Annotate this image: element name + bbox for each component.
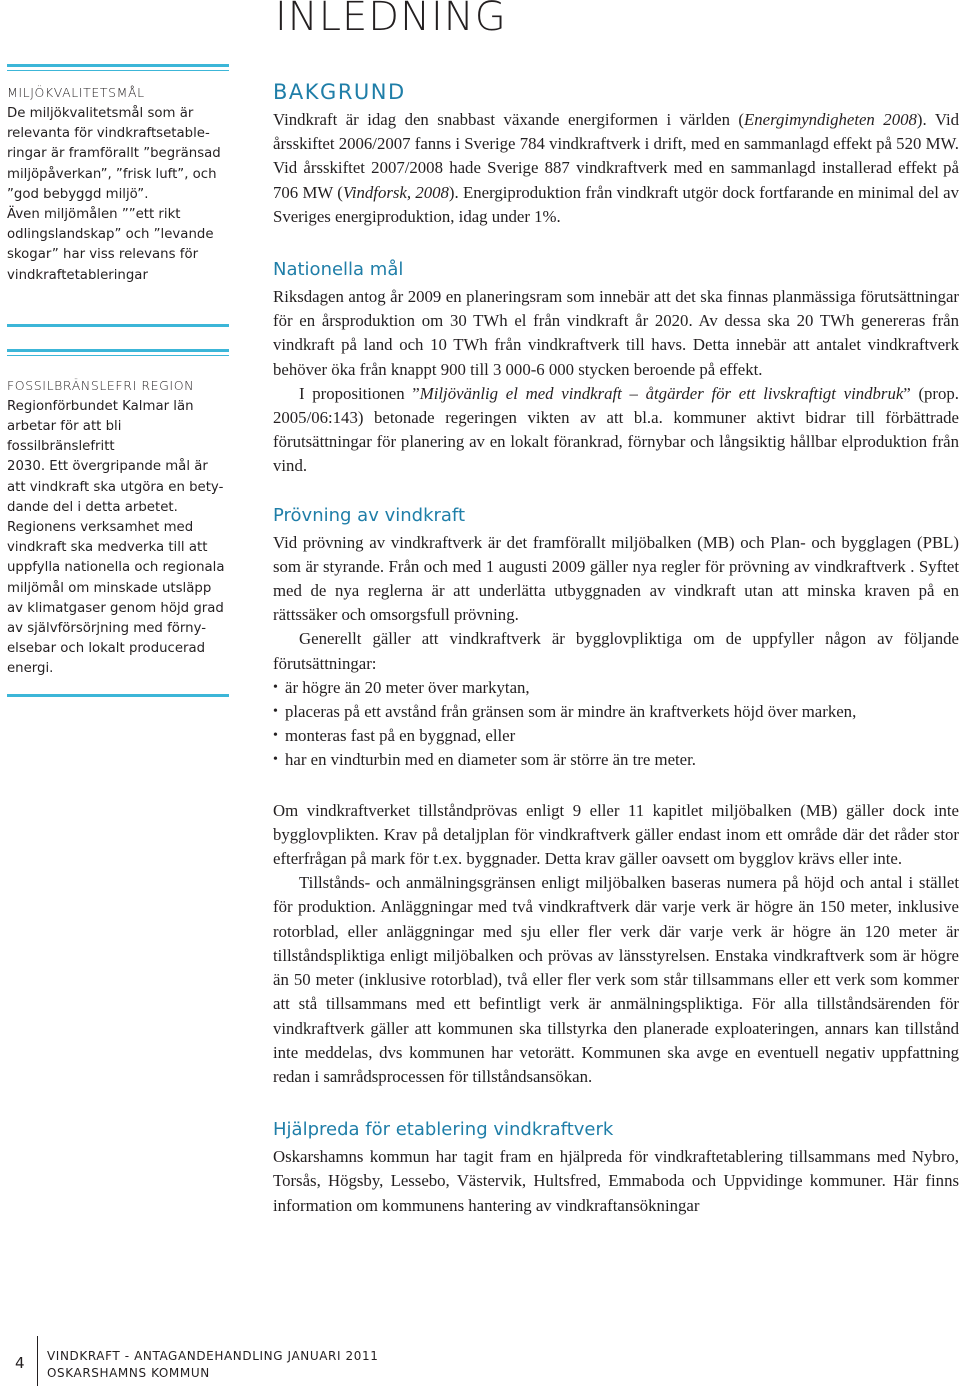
sidebar-text: Regionförbundet Kalmar län arbetar för att bli fossilbränslefritt 2030. Ett övergripande mål är att vindkraft ska utgöra en bety- dande del i detta arbetet. Regionens verksamhet med vindkraft ska medverka till att uppfylla nationella och regionala miljömål om minskade utsläpp av klimatgaser genom höjd grad av självförsörjning med förny- elsebar och lokalt producerad energi. [7,398,225,677]
section-heading: BAKGRUND [273,80,406,104]
citation: Energimyndigheten 2008 [744,110,917,129]
page-number: 4 [15,1354,25,1372]
page-title: INLEDNING [275,0,507,40]
sidebar-rule-top [7,349,229,352]
proposition-title: Miljövänlig el med vindkraft – åtgärder för ett livskraftigt vindbruk [419,383,904,403]
sidebar-box-fossilbranslefri [7,349,229,697]
section-hjalpreda [273,1119,959,1218]
page-footer [7,1336,507,1386]
sidebar-box-miljokvalitetsmal [7,64,229,327]
main-content [273,80,959,1218]
paragraph: I propositionen ”Miljövänlig el med vindkraft – åtgärder för ett livskraftigt vindbruk” (prop. 2005/06:143) betonade regeringen vikten av att bl.a. kommuner aktivt bidrar till förbättrade förutsättningar för planering av en lokalt förankrad, förnybar och långsiktig hållbar elproduktion från vind. [273,383,959,476]
sidebar-rule-top-thin [7,70,229,71]
section-heading: Prövning av vindkraft [273,504,465,526]
sidebar [7,64,229,697]
paragraph: Vid prövning av vindkraftverk är det framförallt miljöbalken (MB) och Plan- och bygglagen (PBL) som är styrande. Från och med 1 augusti 2009 gäller nya regler för prövning av vindkraftverk . Syftet med de nya reglerna är att underlätta utbyggnaden av vindkraft utan att minska kraven på en rättssäker och omsorgsfull prövning. [273,532,959,625]
footer-organization: OSKARSHAMNS KOMMUN [47,1366,210,1380]
section-bakgrund [273,80,959,229]
paragraph: Generellt gäller att vindkraftverk är bygglovpliktiga om de uppfyller någon av följande förutsättningar: [273,629,959,673]
paragraph: Tillstånds- och anmälningsgränsen enligt miljöbalken baseras numera på höjd och antal i stället för produktion. Anläggningar med två vindkraftverk där varje verk är högre än 150 meter, inklusive rotorblad, eller anläggningar med sju eller fler verk där varje verk är högre än 120 meter är tillståndspliktiga enligt miljöbalken och prövas av länsstyrelsen. Enstaka vindkraftverk som är högre än 50 meter (inklusive rotorblad), två eller fler verk som står tillsammans eller ett verk som kommer att stå tillsammans med ett befintligt verk är anmälningspliktiga. För alla tillståndsärenden för vindkraftverk gäller att kommunen ska tillstyrka den planerade exploateringen, annars kan tillstånd inte meddelas, dvs kommunen har vetorätt. Kommunen ska avge en eventuell negativ uppfattning redan i samrådsprocessen för tillståndsansökan. [273,873,959,1086]
section-nationella-mal [273,259,959,479]
paragraph: Oskarshamns kommun har tagit fram en hjälpreda för vindkraftetablering tillsammans med Nybro, Torsås, Högsby, Lessebo, Västervik, Hultsfred, Emmaboda och Uppvidinge kommuner. Här finns information om kommunens hantering av vindkraftansökningar [273,1147,959,1215]
list-item: • är högre än 20 meter över markytan, [273,676,959,700]
sidebar-rule-bottom [7,694,229,697]
paragraph: Om vindkraftverket tillståndprövas enligt 9 eller 11 kapitlet miljöbalken (MB) gäller dock inte bygglovplikten. Krav på detaljplan för vindkraftverk gäller endast inom ett område där det råder stor efterfrågan på mark för t.ex. byggnader. Detta krav gäller oavsett om bygglov krävs eller inte. [273,800,959,869]
footer-text [47,1348,378,1382]
paragraph: Vindkraft är idag den snabbast växande energiformen i världen (Energimyndigheten 2008). Vid årsskiftet 2006/2007 fanns i Sverige 784 vindkraftverk i drift, med en sammanlagd effekt på 520 MW. Vid årsskiftet 2007/2008 hade Sverige 887 vindkraftverk med en sammanlagd installerad effekt på 706 MW (Vindforsk, 2008). Energiproduktion från vindkraft utgör dock fortfarande en minimal del av Sveriges energiproduktion, idag under 1%. [273,110,960,226]
sidebar-text: De miljökvalitetsmål som är relevanta för vindkraftsetable- ringar är framförallt ”begränsad miljöpåverkan”, ”frisk luft”, och ”god bebyggd miljö”. Även miljömålen ””ett rikt odlingslandskap” och ”levande skogar” har viss relevans för vindkraftetableringar [7,106,221,283]
citation: Vindforsk, 2008 [342,182,449,202]
sidebar-heading: MILJÖKVALITETSMÅL [7,85,145,100]
footer-divider [37,1336,38,1386]
sidebar-rule-top-thin [7,355,229,356]
bullet-list [273,676,959,773]
list-item: • har en vindturbin med en diameter som är större än tre meter. [273,748,959,772]
footer-document-title: VINDKRAFT - ANTAGANDEHANDLING JANUARI 2011 [47,1349,379,1363]
sidebar-rule-top [7,64,229,67]
section-heading: Hjälpreda för etablering vindkraftverk [273,1119,614,1141]
list-item: • placeras på ett avstånd från gränsen som är mindre än kraftverkets höjd över marken, [273,700,959,724]
paragraph: Riksdagen antog år 2009 en planeringsram som innebär att det ska finnas planmässiga förutsättningar för en årsproduktion om 30 TWh el från vindkraft år 2020. Av dessa ska 20 TWh genereras från vindkraft på land och 10 TWh från vindkraftverk till havs. Detta innebär att antalet vindkraftverk behöver öka från knappt 900 till 3 000-6 000 stycken beroende på effekt. [273,287,959,379]
section-provning [273,505,959,1089]
section-heading: Nationella mål [273,259,404,281]
list-item: • monteras fast på en byggnad, eller [273,724,959,748]
sidebar-heading: FOSSILBRÄNSLEFRI REGION [7,377,195,393]
